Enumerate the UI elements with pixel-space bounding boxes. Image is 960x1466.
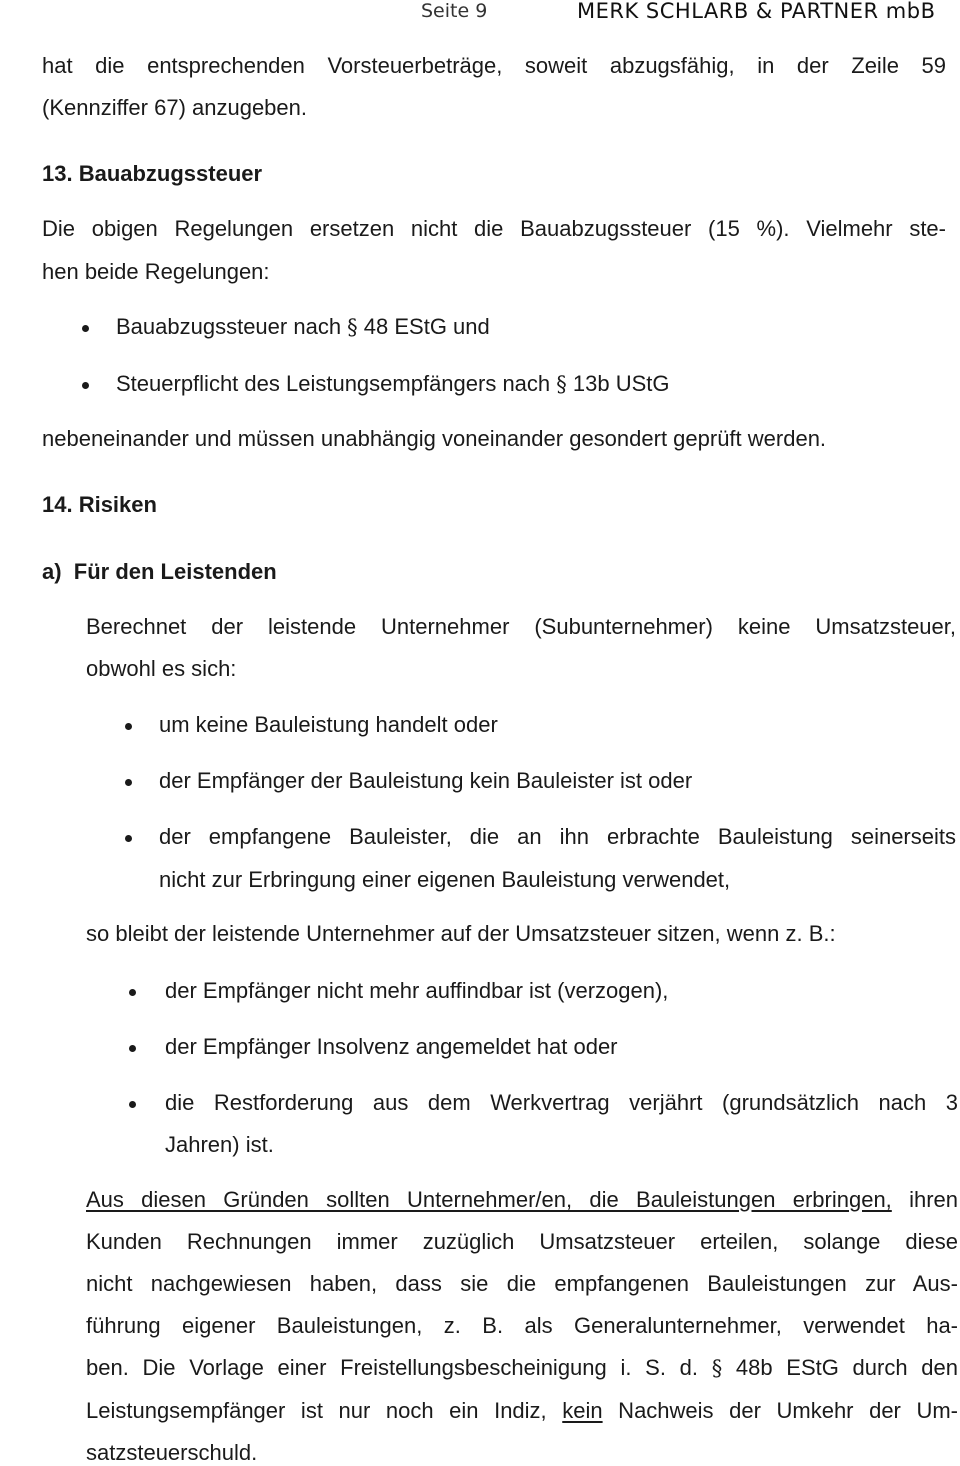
list2-item-1: der Empfänger nicht mehr auffindbar ist (verzogen), <box>165 978 669 1003</box>
bullet-dot <box>129 989 136 996</box>
paragraph-symbol: § <box>556 372 567 396</box>
intro-line-2: (Kennziffer 67) anzugeben. <box>42 95 307 120</box>
final-line-2: Kunden Rechnungen immer zuzüglich Umsatzsteuer erteilen, solange diese <box>86 1229 958 1254</box>
bullet-dot <box>125 723 132 730</box>
list2-item-3-line-1: die Restforderung aus dem Werkvertrag verjährt (grundsätzlich nach 3 <box>165 1090 958 1115</box>
section-13-closing: nebeneinander und müssen unabhängig voneinander gesondert geprüft werden. <box>42 426 827 451</box>
bullet-dot <box>129 1045 136 1052</box>
list2-item-2: der Empfänger Insolvenz angemeldet hat oder <box>165 1034 618 1059</box>
firm-name: MERK SCHLARB & PARTNER mbB <box>577 0 936 23</box>
final-line-7: satzsteuerschuld. <box>86 1440 258 1465</box>
final-line-4: führung eigener Bauleistungen, z. B. als Generalunternehmer, verwendet ha- <box>86 1313 958 1338</box>
page-number: Seite 9 <box>421 0 488 22</box>
final-line-6: Leistungsempfänger ist nur noch ein Indiz, kein Nachweis der Umkehr der Um- <box>86 1398 958 1423</box>
final-line-3: nicht nachgewiesen haben, dass sie die empfangenen Bauleistungen zur Aus- <box>86 1271 958 1296</box>
para1-line-2: obwohl es sich: <box>86 656 237 681</box>
section-13-heading: 13. Bauabzugssteuer <box>42 161 263 186</box>
subsection-a-heading: a) Für den Leistenden <box>42 559 277 584</box>
final-line-1: Aus diesen Gründen sollten Unternehmer/en, die Bauleistungen erbringen, ihren <box>86 1187 958 1212</box>
paragraph-symbol: § <box>711 1356 723 1380</box>
bullet-dot <box>125 779 132 786</box>
list2-item-3-line-2: Jahren) ist. <box>165 1132 274 1157</box>
bullet-dot <box>82 325 89 332</box>
intro-line-1: hat die entsprechenden Vorsteuerbeträge, soweit abzugsfähig, in der Zeile 59 <box>42 53 946 78</box>
underlined-kein: kein <box>562 1398 603 1423</box>
list1-item-3-line-2: nicht zur Erbringung einer eigenen Bauleistung verwendet, <box>159 867 731 892</box>
bullet-steuerpflicht: Steuerpflicht des Leistungsempfängers nach § 13b UStG <box>116 371 670 396</box>
para1-line-1: Berechnet der leistende Unternehmer (Subunternehmer) keine Umsatzsteuer, <box>86 614 956 639</box>
section-14-heading: 14. Risiken <box>42 492 157 517</box>
section-13-line-2: hen beide Regelungen: <box>42 259 270 284</box>
bullet-dot <box>129 1101 136 1108</box>
para2: so bleibt der leistende Unternehmer auf der Umsatzsteuer sitzen, wenn z. B.: <box>86 921 836 946</box>
list1-item-1: um keine Bauleistung handelt oder <box>159 712 498 737</box>
section-13-line-1: Die obigen Regelungen ersetzen nicht die Bauabzugssteuer (15 %). Vielmehr ste- <box>42 216 946 241</box>
list1-item-3-line-1: der empfangene Bauleister, die an ihn erbrachte Bauleistung seinerseits <box>159 824 956 849</box>
bullet-dot <box>125 835 132 842</box>
paragraph-symbol: § <box>347 315 358 339</box>
final-line-5: ben. Die Vorlage einer Freistellungsbescheinigung i. S. d. § 48b EStG durch den <box>86 1355 958 1380</box>
underlined-phrase: Aus diesen Gründen sollten Unternehmer/en, die Bauleistungen erbringen, <box>86 1187 892 1212</box>
list1-item-2: der Empfänger der Bauleistung kein Bauleister ist oder <box>159 768 693 793</box>
bullet-dot <box>82 382 89 389</box>
bullet-bauabzugssteuer: Bauabzugssteuer nach § 48 EStG und <box>116 314 490 339</box>
